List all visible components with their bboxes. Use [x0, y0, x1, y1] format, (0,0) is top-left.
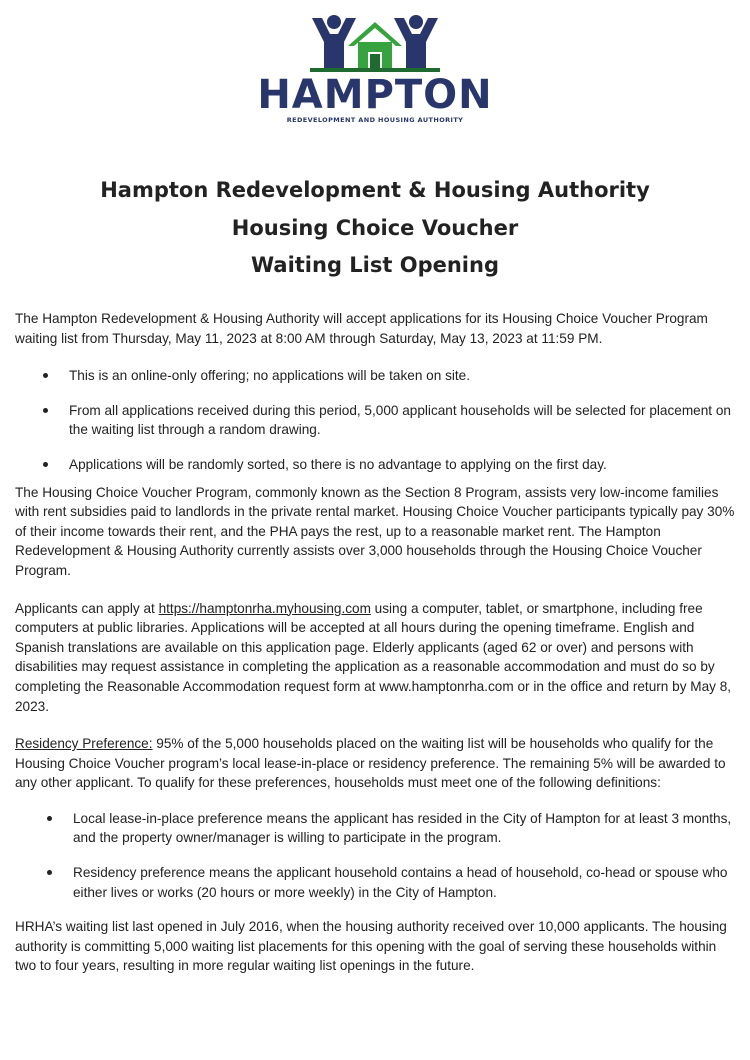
apply-lead: Applicants can apply at [15, 600, 159, 616]
preference-list [15, 809, 738, 902]
document-body [15, 309, 738, 976]
bullet-icon [47, 816, 52, 821]
title-line-2: Housing Choice Voucher [231, 215, 519, 240]
list-item-text: Applications will be randomly sorted, so there is no advantage to applying on the first day. [69, 456, 607, 472]
residency-paragraph [15, 734, 738, 793]
title-line-3: Waiting List Opening [250, 253, 499, 277]
document-titles [0, 172, 750, 285]
bullet-icon [43, 408, 48, 413]
key-points-list [15, 366, 738, 474]
list-item [15, 366, 738, 386]
hampton-logo [0, 14, 750, 125]
list-item [15, 809, 738, 848]
houses-figures-icon [310, 14, 440, 72]
list-item-text: From all applications received during this period, 5,000 applicant households will be selected for placement on the waiting list through a random drawing. [69, 402, 731, 438]
title-line-1: Hampton Redevelopment & Housing Authority [100, 178, 650, 202]
list-item-text: Local lease-in-place preference means the applicant has resided in the City of Hampton for at least 3 months, and the property owner/manager is willing to participate in the program. [73, 810, 732, 846]
apply-paragraph [15, 599, 738, 717]
bullet-icon [43, 373, 48, 378]
list-item [15, 455, 738, 475]
list-item-text: Residency preference means the applicant household contains a head of household, co-head or spouse who either lives or works (20 hours or more weekly) in the City of Hampton. [73, 865, 728, 900]
residency-text: 95% of the 5,000 households placed on the waiting list will be households who qualify for the Housing Choice Voucher program’s local lease-in-place or residency preference. The remaining 5% will be awarded to any other applicant. To qualify for these preferences, households must meet one of the following definitions: [15, 736, 726, 791]
list-item [15, 401, 738, 440]
logo-wordmark: HAMPTON [257, 72, 493, 118]
application-link[interactable]: https://hamptonrha.myhousing.com [158, 600, 371, 616]
intro-paragraph: The Hampton Redevelopment & Housing Authority will accept applications for its Housing Choice Voucher Program waiting list from Thursday, May 11, 2023 at 8:00 AM through Saturday, May 13, 2023 at 11:59 PM. [15, 311, 708, 346]
list-item-text: This is an online-only offering; no applications will be taken on site. [69, 368, 470, 384]
closing-paragraph: HRHA’s waiting list last opened in July 2016, when the housing authority received over 10,000 applicants. The housing authority is committing 5,000 waiting list placements for this opening with the goal of serving these households within two to four years, resulting in more regular waiting list openings in the future. [15, 919, 727, 974]
bullet-icon [43, 462, 48, 467]
logo-subtitle: REDEVELOPMENT AND HOUSING AUTHORITY [286, 116, 464, 124]
apply-text: using a computer, tablet, or smartphone, including free computers at public libraries. Applications will be accepted at all hours during the opening timeframe. English and Spanish translations are available on this application page. Elderly applicants (aged 62 or over) and persons with disabilities may request assistance in completing the application as a reasonable accommodation and must do so by completing the Reasonable Accommodation request form at www.hamptonrha.com or in the office and return by May 8, 2023. [15, 600, 732, 714]
residency-label: Residency Preference: [15, 736, 153, 752]
list-item [15, 863, 738, 902]
program-paragraph: The Housing Choice Voucher Program, commonly known as the Section 8 Program, assists very low-income families with rent subsidies paid to landlords in the private rental market. Housing Choice Voucher participants typically pay 30% of their income towards their rent, and the PHA pays the rest, up to a reasonable market rent. The Hampton Redevelopment & Housing Authority currently assists over 3,000 households through the Housing Choice Voucher Program. [15, 484, 735, 578]
bullet-icon [47, 870, 52, 875]
